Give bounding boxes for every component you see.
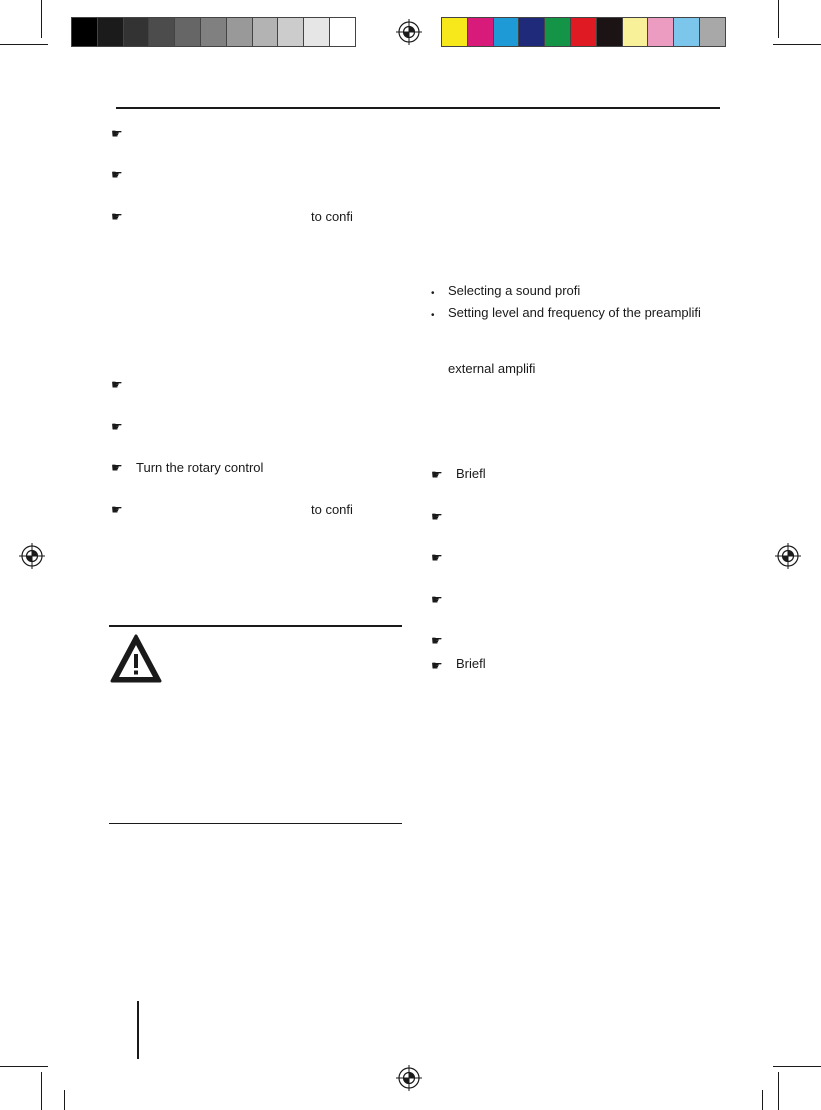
warning-top-rule: [109, 625, 402, 627]
color-swatch: [518, 17, 545, 47]
crop-mark: [41, 1072, 42, 1110]
crop-mark: [64, 1090, 65, 1110]
bullet-dot: •: [431, 310, 435, 321]
hand-pointer-icon: ☛: [111, 502, 123, 517]
color-swatch: [596, 17, 623, 47]
color-swatch: [673, 17, 700, 47]
color-swatch: [200, 17, 227, 47]
color-swatch: [174, 17, 201, 47]
color-swatch: [277, 17, 304, 47]
color-swatch: [252, 17, 279, 47]
hand-pointer-icon: ☛: [111, 167, 123, 182]
registration-mark-icon: [19, 543, 45, 569]
page-margin-rule: [137, 1001, 139, 1059]
registration-mark-icon: [396, 1065, 422, 1091]
step-text: Briefl: [456, 466, 486, 481]
registration-mark-icon: [775, 543, 801, 569]
color-swatch: [329, 17, 356, 47]
hand-pointer-icon: ☛: [431, 658, 443, 673]
step-text: to confi: [311, 502, 353, 517]
bullet-dot: •: [431, 288, 435, 299]
hand-pointer-icon: ☛: [431, 467, 443, 482]
color-swatch: [493, 17, 520, 47]
warning-triangle-icon: [109, 633, 163, 685]
registration-mark-icon: [396, 19, 422, 45]
crop-mark: [41, 0, 42, 38]
warning-bottom-rule: [109, 823, 402, 824]
crop-mark: [0, 1066, 48, 1067]
hand-pointer-icon: ☛: [111, 209, 123, 224]
crop-mark: [773, 44, 821, 45]
step-text: Briefl: [456, 656, 486, 671]
color-swatch: [441, 17, 468, 47]
crop-mark: [762, 1090, 763, 1110]
hand-pointer-icon: ☛: [111, 377, 123, 392]
color-swatch: [123, 17, 150, 47]
header-rule: [116, 107, 720, 109]
color-swatch: [71, 17, 98, 47]
hand-pointer-icon: ☛: [431, 550, 443, 565]
hand-pointer-icon: ☛: [111, 460, 123, 475]
list-item-continuation: external amplifi: [448, 361, 536, 376]
step-text: to confi: [311, 209, 353, 224]
list-item: Setting level and frequency of the preamplifi: [448, 305, 701, 320]
color-bar: [441, 17, 725, 47]
color-swatch: [570, 17, 597, 47]
color-swatch: [699, 17, 726, 47]
grayscale-bar: [71, 17, 355, 47]
step-text: Turn the rotary control: [136, 460, 264, 475]
color-swatch: [303, 17, 330, 47]
crop-mark: [778, 0, 779, 38]
crop-mark: [0, 44, 48, 45]
color-swatch: [467, 17, 494, 47]
color-swatch: [647, 17, 674, 47]
color-swatch: [622, 17, 649, 47]
hand-pointer-icon: ☛: [431, 592, 443, 607]
color-swatch: [148, 17, 175, 47]
color-swatch: [544, 17, 571, 47]
color-swatch: [226, 17, 253, 47]
hand-pointer-icon: ☛: [431, 509, 443, 524]
color-swatch: [97, 17, 124, 47]
list-item: Selecting a sound profi: [448, 283, 581, 298]
crop-mark: [773, 1066, 821, 1067]
crop-mark: [778, 1072, 779, 1110]
hand-pointer-icon: ☛: [431, 633, 443, 648]
hand-pointer-icon: ☛: [111, 419, 123, 434]
hand-pointer-icon: ☛: [111, 126, 123, 141]
